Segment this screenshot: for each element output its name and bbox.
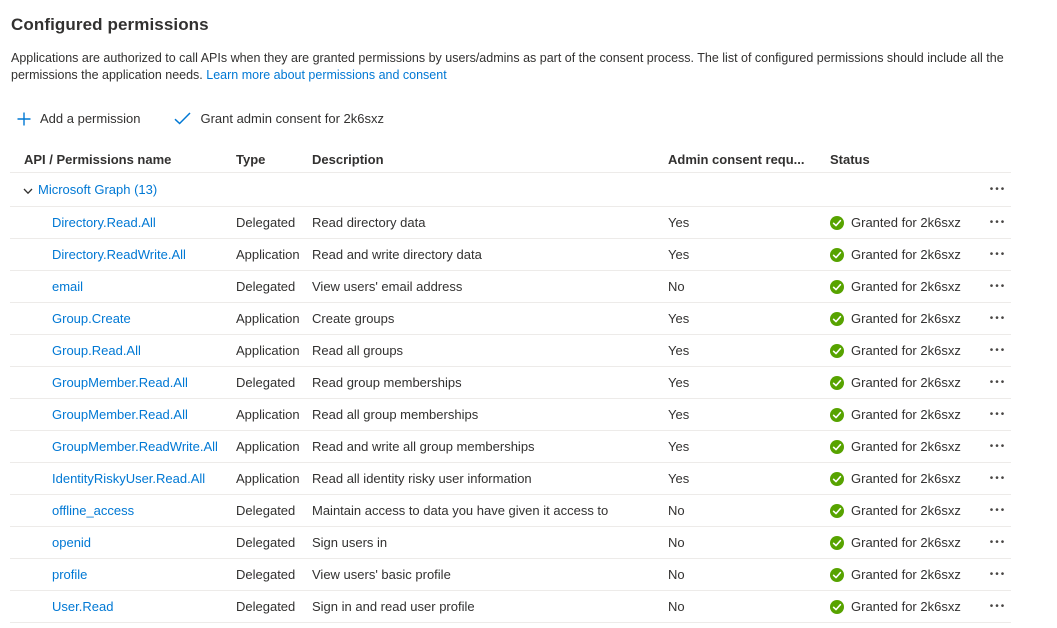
table-row xyxy=(10,335,1011,367)
grant-admin-consent-button[interactable] xyxy=(168,107,390,130)
permission-type: Delegated xyxy=(236,503,296,518)
permission-name-cell xyxy=(10,279,236,294)
permission-type: Application xyxy=(236,343,300,358)
table-row xyxy=(10,207,1011,239)
permission-type: Application xyxy=(236,471,300,486)
table-row xyxy=(10,431,1011,463)
ellipsis-icon: ••• xyxy=(989,504,1007,516)
ellipsis-icon: ••• xyxy=(989,344,1007,356)
api-group-link[interactable]: Microsoft Graph (13) xyxy=(38,182,158,197)
api-group-cell xyxy=(10,182,985,197)
granted-check-icon xyxy=(830,440,844,454)
row-actions-cell xyxy=(985,216,1011,230)
status-text: Granted for 2k6sxz xyxy=(851,503,961,518)
status-text: Granted for 2k6sxz xyxy=(851,375,961,390)
permission-name-cell xyxy=(10,503,236,518)
status-cell xyxy=(830,407,985,422)
page-title: Configured permissions xyxy=(11,15,209,34)
permission-name-link[interactable]: Directory.ReadWrite.All xyxy=(52,247,186,262)
column-header-description: Description xyxy=(312,151,384,167)
more-options-button[interactable] xyxy=(990,183,1007,197)
admin-consent-required: No xyxy=(668,279,685,294)
more-options-button[interactable] xyxy=(990,280,1007,294)
status-cell xyxy=(830,567,985,582)
chevron-down-icon[interactable] xyxy=(22,185,34,197)
permission-description: Sign in and read user profile xyxy=(312,599,475,614)
checkmark-icon xyxy=(174,112,191,125)
admin-consent-required: Yes xyxy=(668,407,690,422)
permission-name-cell xyxy=(10,439,236,454)
row-actions-cell xyxy=(985,600,1011,614)
status-text: Granted for 2k6sxz xyxy=(851,311,961,326)
permission-name-cell xyxy=(10,567,236,582)
permission-name-link[interactable]: openid xyxy=(52,535,92,550)
permission-description: Create groups xyxy=(312,311,395,326)
command-bar xyxy=(11,107,1057,130)
more-options-button[interactable] xyxy=(990,504,1007,518)
permission-name-link[interactable]: offline_access xyxy=(52,503,135,518)
permission-name-link[interactable]: Group.Create xyxy=(52,311,131,326)
permission-name-link[interactable]: GroupMember.ReadWrite.All xyxy=(52,439,218,454)
row-actions-cell xyxy=(985,376,1011,390)
description-text: Applications are authorized to call APIs when they are granted permissions by users/admins as part of the consent process. The list of configured permissions should include all the permissions the application needs. xyxy=(11,51,1004,82)
status-text: Granted for 2k6sxz xyxy=(851,599,961,614)
permission-name-cell xyxy=(10,471,236,486)
more-options-button[interactable] xyxy=(990,440,1007,454)
row-actions-cell xyxy=(985,568,1011,582)
row-actions-cell xyxy=(985,408,1011,422)
permission-type: Delegated xyxy=(236,215,296,230)
table-row xyxy=(10,559,1011,591)
granted-check-icon xyxy=(830,472,844,486)
row-actions-cell xyxy=(985,312,1011,326)
permission-name-link[interactable]: IdentityRiskyUser.Read.All xyxy=(52,471,206,486)
permission-name-cell xyxy=(10,247,236,262)
api-group-row xyxy=(10,173,1011,207)
permission-type: Application xyxy=(236,407,300,422)
granted-check-icon xyxy=(830,280,844,294)
permission-type: Delegated xyxy=(236,375,296,390)
ellipsis-icon: ••• xyxy=(989,312,1007,324)
admin-consent-required: No xyxy=(668,503,685,518)
status-text: Granted for 2k6sxz xyxy=(851,439,961,454)
add-permission-button[interactable] xyxy=(11,107,146,130)
admin-consent-required: Yes xyxy=(668,375,690,390)
status-text: Granted for 2k6sxz xyxy=(851,247,961,262)
group-actions-cell xyxy=(985,183,1011,197)
granted-check-icon xyxy=(830,216,844,230)
more-options-button[interactable] xyxy=(990,536,1007,550)
more-options-button[interactable] xyxy=(990,248,1007,262)
permission-description: Read all identity risky user information xyxy=(312,471,532,486)
status-cell xyxy=(830,215,985,230)
more-options-button[interactable] xyxy=(990,376,1007,390)
permission-description: Read group memberships xyxy=(312,375,462,390)
permission-name-link[interactable]: GroupMember.Read.All xyxy=(52,407,188,422)
permission-description: Read all groups xyxy=(312,343,404,358)
granted-check-icon xyxy=(830,312,844,326)
permission-name-link[interactable]: profile xyxy=(52,567,88,582)
more-options-button[interactable] xyxy=(990,216,1007,230)
column-header-type: Type xyxy=(236,151,266,167)
granted-check-icon xyxy=(830,600,844,614)
permission-type: Delegated xyxy=(236,535,296,550)
permission-description: Read and write all group memberships xyxy=(312,439,535,454)
status-text: Granted for 2k6sxz xyxy=(851,343,961,358)
table-body xyxy=(10,207,1011,623)
permission-name-cell xyxy=(10,343,236,358)
more-options-button[interactable] xyxy=(990,312,1007,326)
granted-check-icon xyxy=(830,376,844,390)
plus-icon xyxy=(17,112,31,126)
permission-description: Read all group memberships xyxy=(312,407,479,422)
permission-name-cell xyxy=(10,599,236,614)
permission-name-cell xyxy=(10,407,236,422)
permission-type: Delegated xyxy=(236,279,296,294)
ellipsis-icon: ••• xyxy=(989,536,1007,548)
add-permission-label: Add a permission xyxy=(40,111,141,126)
granted-check-icon xyxy=(830,344,844,358)
table-header-row xyxy=(10,146,1011,173)
ellipsis-icon: ••• xyxy=(989,472,1007,484)
permission-description: Maintain access to data you have given it access to xyxy=(312,503,609,518)
permission-type: Application xyxy=(236,311,300,326)
permission-name-link[interactable]: email xyxy=(52,279,84,294)
status-cell xyxy=(830,343,985,358)
permission-description: Sign users in xyxy=(312,535,388,550)
permission-name-link[interactable]: Directory.Read.All xyxy=(52,215,156,230)
page-description xyxy=(11,50,1011,84)
permission-description: Read and write directory data xyxy=(312,247,482,262)
row-actions-cell xyxy=(985,440,1011,454)
table-row xyxy=(10,495,1011,527)
more-options-button[interactable] xyxy=(990,600,1007,614)
admin-consent-required: Yes xyxy=(668,471,690,486)
more-options-button[interactable] xyxy=(990,408,1007,422)
ellipsis-icon: ••• xyxy=(989,216,1007,228)
admin-consent-required: No xyxy=(668,535,685,550)
permission-type: Delegated xyxy=(236,599,296,614)
ellipsis-icon: ••• xyxy=(989,376,1007,388)
ellipsis-icon: ••• xyxy=(989,183,1007,195)
ellipsis-icon: ••• xyxy=(989,440,1007,452)
permission-type: Application xyxy=(236,247,300,262)
ellipsis-icon: ••• xyxy=(989,248,1007,260)
admin-consent-required: Yes xyxy=(668,311,690,326)
row-actions-cell xyxy=(985,344,1011,358)
table-row xyxy=(10,463,1011,495)
admin-consent-required: Yes xyxy=(668,247,690,262)
admin-consent-required: No xyxy=(668,599,685,614)
status-text: Granted for 2k6sxz xyxy=(851,407,961,422)
permission-name-link[interactable]: Group.Read.All xyxy=(52,343,141,358)
table-row xyxy=(10,303,1011,335)
granted-check-icon xyxy=(830,248,844,262)
permission-name-cell xyxy=(10,535,236,550)
status-text: Granted for 2k6sxz xyxy=(851,567,961,582)
status-cell xyxy=(830,503,985,518)
table-row xyxy=(10,591,1011,623)
permission-name-cell xyxy=(10,311,236,326)
ellipsis-icon: ••• xyxy=(989,568,1007,580)
status-cell xyxy=(830,471,985,486)
admin-consent-required: No xyxy=(668,567,685,582)
row-actions-cell xyxy=(985,536,1011,550)
status-cell xyxy=(830,535,985,550)
ellipsis-icon: ••• xyxy=(989,600,1007,612)
ellipsis-icon: ••• xyxy=(989,280,1007,292)
status-cell xyxy=(830,599,985,614)
status-text: Granted for 2k6sxz xyxy=(851,535,961,550)
more-options-button[interactable] xyxy=(990,568,1007,582)
status-cell xyxy=(830,439,985,454)
more-options-button[interactable] xyxy=(990,344,1007,358)
status-text: Granted for 2k6sxz xyxy=(851,279,961,294)
admin-consent-required: Yes xyxy=(668,439,690,454)
admin-consent-required: Yes xyxy=(668,343,690,358)
permission-name-link[interactable]: User.Read xyxy=(52,599,114,614)
table-row xyxy=(10,367,1011,399)
table-row xyxy=(10,239,1011,271)
learn-more-link[interactable]: Learn more about permissions and consent xyxy=(206,68,447,82)
permission-name-cell xyxy=(10,215,236,230)
grant-admin-consent-label: Grant admin consent for 2k6sxz xyxy=(200,111,384,126)
status-cell xyxy=(830,279,985,294)
permission-type: Application xyxy=(236,439,300,454)
permission-name-link[interactable]: GroupMember.Read.All xyxy=(52,375,188,390)
table-row xyxy=(10,399,1011,431)
row-actions-cell xyxy=(985,248,1011,262)
table-row xyxy=(10,527,1011,559)
granted-check-icon xyxy=(830,504,844,518)
column-header-name: API / Permissions name xyxy=(24,151,172,167)
permissions-table xyxy=(10,146,1011,623)
table-row xyxy=(10,271,1011,303)
permission-type: Delegated xyxy=(236,567,296,582)
granted-check-icon xyxy=(830,408,844,422)
status-cell xyxy=(830,247,985,262)
status-cell xyxy=(830,375,985,390)
permission-name-cell xyxy=(10,375,236,390)
permission-description: View users' basic profile xyxy=(312,567,451,582)
ellipsis-icon: ••• xyxy=(989,408,1007,420)
permission-description: Read directory data xyxy=(312,215,426,230)
row-actions-cell xyxy=(985,280,1011,294)
row-actions-cell xyxy=(985,504,1011,518)
granted-check-icon xyxy=(830,536,844,550)
admin-consent-required: Yes xyxy=(668,215,690,230)
status-text: Granted for 2k6sxz xyxy=(851,471,961,486)
row-actions-cell xyxy=(985,472,1011,486)
column-header-status: Status xyxy=(830,151,870,167)
more-options-button[interactable] xyxy=(990,472,1007,486)
permission-description: View users' email address xyxy=(312,279,463,294)
column-header-admin-consent: Admin consent requ... xyxy=(668,151,805,167)
status-text: Granted for 2k6sxz xyxy=(851,215,961,230)
status-cell xyxy=(830,311,985,326)
granted-check-icon xyxy=(830,568,844,582)
